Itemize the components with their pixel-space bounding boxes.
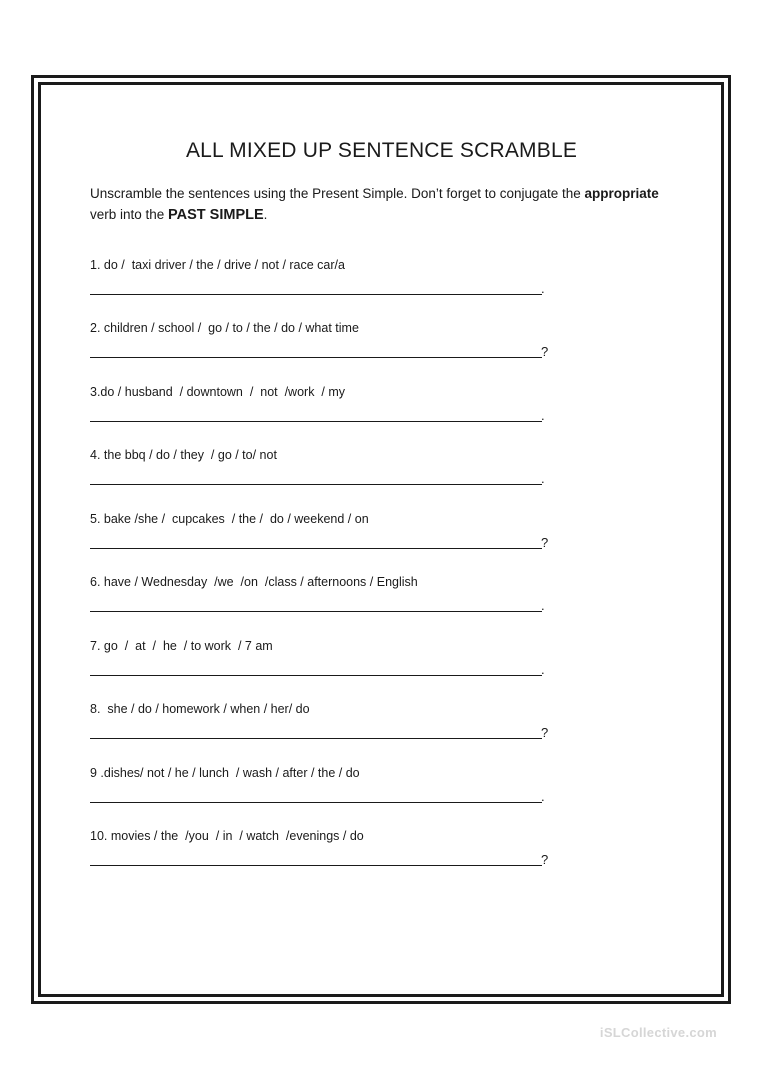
- end-punctuation: .: [541, 598, 545, 613]
- exercise-item-4: [90, 447, 560, 486]
- exercise-item-10: [90, 828, 560, 867]
- end-punctuation: .: [541, 471, 545, 486]
- answer-line[interactable]: [90, 610, 542, 612]
- answer-line[interactable]: [90, 674, 542, 676]
- end-punctuation: .: [541, 281, 545, 296]
- exercise-item-7: [90, 638, 560, 677]
- worksheet-title: ALL MIXED UP SENTENCE SCRAMBLE: [185, 139, 578, 162]
- exercise-item-2: [90, 320, 560, 359]
- instructions-text-3: .: [263, 207, 268, 222]
- end-punctuation: .: [541, 789, 545, 804]
- item-prompt: 10. movies / the /you / in / watch /evenings / do: [90, 829, 364, 843]
- instructions-text-2: verb into the: [90, 207, 169, 222]
- item-prompt: 6. have / Wednesday /we /on /class / afternoons / English: [90, 575, 418, 589]
- exercise-item-6: [90, 574, 560, 613]
- item-prompt: 5. bake /she / cupcakes / the / do / weekend / on: [90, 512, 369, 526]
- end-punctuation: .: [541, 408, 545, 423]
- end-punctuation: ?: [541, 344, 549, 359]
- instructions-text-1: Unscramble the sentences using the Present Simple. Don’t forget to conjugate the: [90, 186, 585, 201]
- exercise-item-3: [90, 384, 560, 423]
- answer-line[interactable]: [90, 293, 542, 295]
- answer-line[interactable]: [90, 864, 542, 866]
- end-punctuation: ?: [541, 725, 549, 740]
- exercise-item-5: [90, 511, 560, 550]
- answer-line[interactable]: [90, 420, 542, 422]
- end-punctuation: ?: [541, 535, 549, 550]
- instructions-bold-past-simple: PAST SIMPLE: [168, 207, 264, 223]
- item-prompt: 9 .dishes/ not / he / lunch / wash / after / the / do: [90, 766, 360, 780]
- answer-line[interactable]: [90, 737, 542, 739]
- instructions: [90, 183, 690, 226]
- exercise-item-9: [90, 765, 560, 804]
- item-prompt: 3.do / husband / downtown / not /work / my: [90, 385, 345, 399]
- item-prompt: 1. do / taxi driver / the / drive / not / race car/a: [90, 258, 345, 272]
- item-prompt: 7. go / at / he / to work / 7 am: [90, 639, 273, 653]
- instructions-bold-appropriate: appropriate: [584, 186, 659, 201]
- exercise-item-1: [90, 257, 560, 296]
- item-prompt: 2. children / school / go / to / the / do / what time: [90, 321, 359, 335]
- item-prompt: 4. the bbq / do / they / go / to/ not: [90, 448, 277, 462]
- exercise-item-8: [90, 701, 560, 740]
- watermark-logo: iSLCollective.com: [599, 1025, 717, 1040]
- answer-line[interactable]: [90, 483, 542, 485]
- end-punctuation: .: [541, 662, 545, 677]
- answer-line[interactable]: [90, 801, 542, 803]
- answer-line[interactable]: [90, 356, 542, 358]
- answer-line[interactable]: [90, 547, 542, 549]
- item-prompt: 8. she / do / homework / when / her/ do: [90, 702, 310, 716]
- end-punctuation: ?: [541, 852, 549, 867]
